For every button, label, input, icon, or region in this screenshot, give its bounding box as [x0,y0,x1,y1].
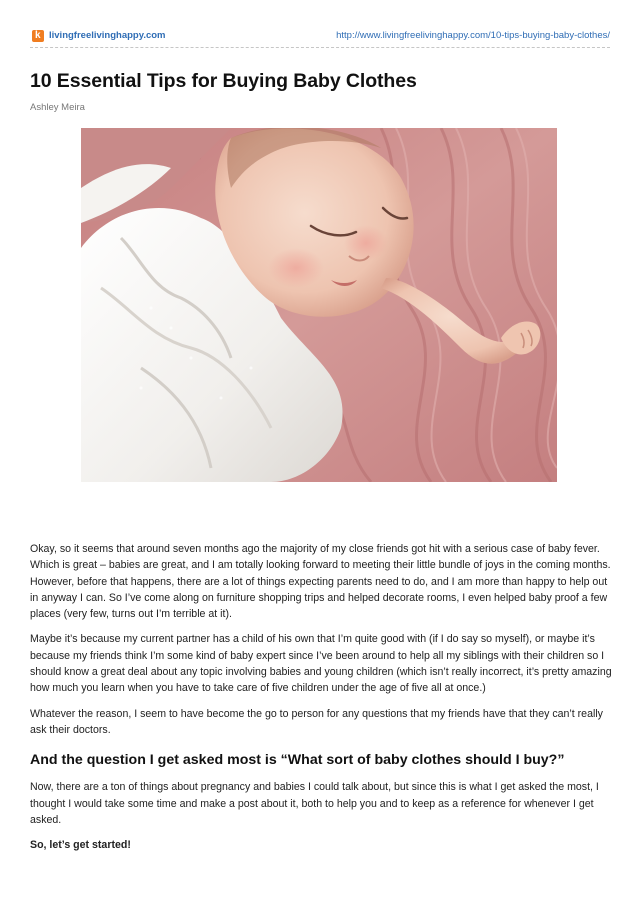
body-paragraph: Now, there are a ton of things about pregnancy and babies I could talk about, but since this is what I get asked the most, I thought I would take some time and make a post about it, both to help you and to keep as a reference for whenever I get asked. [30,781,599,826]
site-logo-icon [32,30,44,42]
body-paragraph: Maybe it’s because my current partner has a child of his own that I’m quite good with (if I do say so myself), or maybe it’s because my friends think I’m some kind of baby expert since I’ve been around to help all my siblings with their children so I should know a great deal about any topic involving babies and young children (which isn’t really incorrect, it’s pretty amazing how much you learn when you have to take care of five children under the age of five all at once.) [30,633,612,695]
closing-line: So, let’s get started! [30,839,131,852]
site-name-link[interactable]: livingfreelivinghappy.com [49,30,166,41]
hero-image-sleeping-baby [81,128,557,482]
baby-photo-illustration [81,128,557,482]
page-header [30,28,610,44]
section-heading: And the question I get asked most is “What sort of baby clothes should I buy?” [30,752,565,769]
header-divider [30,47,610,48]
article-body [30,541,612,862]
article-author: Ashley Meira [30,102,85,113]
page-url-link[interactable]: http://www.livingfreelivinghappy.com/10-tips-buying-baby-clothes/ [336,30,610,41]
body-paragraph: Whatever the reason, I seem to have become the go to person for any questions that my friends have that they can’t really ask their doctors. [30,707,603,736]
logo-letter: k [35,30,41,41]
body-paragraph: Okay, so it seems that around seven months ago the majority of my close friends got hit with a serious case of baby fever. Which is great – babies are great, and I am totally looking forward to meeting their little bundle of joys in the coming months. However, before that happens, there are a lot of things expecting parents need to do, and I am more than happy to help out in anyway I can. So I’ve come along on furniture shopping trips and helped decorate rooms, I even helped baby proof a few places (very few, turns out I’m terrible at it). [30,543,611,621]
article-title: 10 Essential Tips for Buying Baby Clothes [30,70,417,92]
